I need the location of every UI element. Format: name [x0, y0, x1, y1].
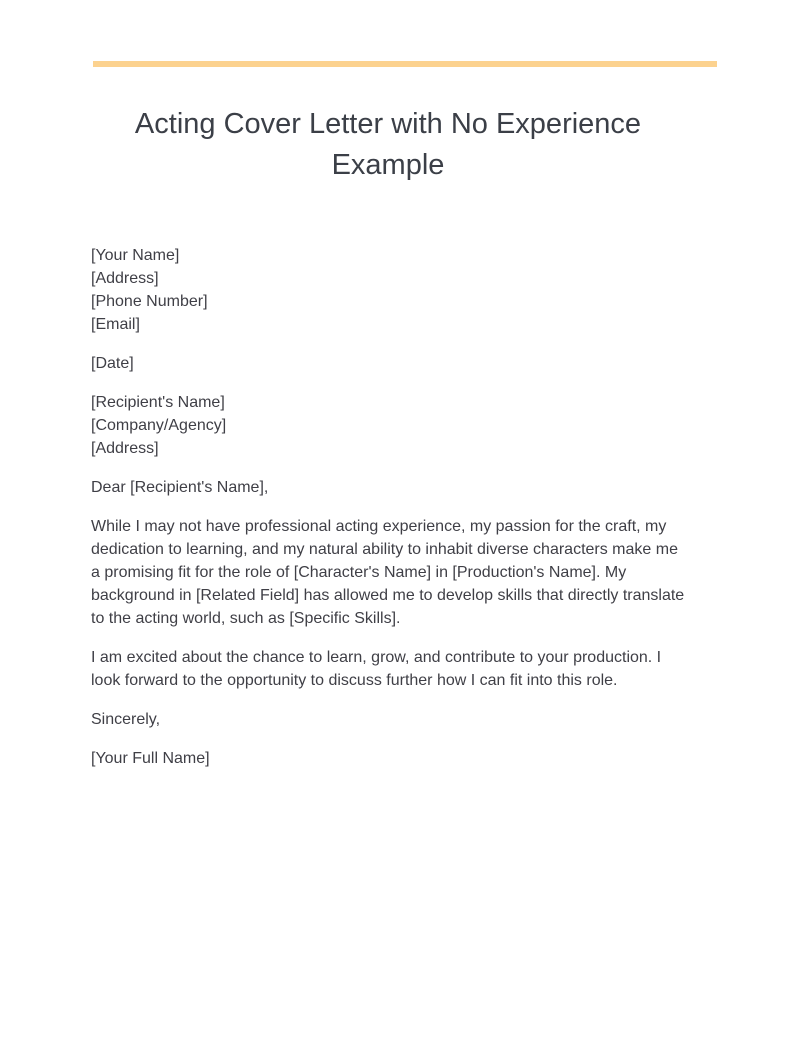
sender-name: [Your Name]: [91, 247, 180, 264]
sender-email: [Email]: [91, 316, 140, 333]
body-paragraph-2: I am excited about the chance to learn, grow, and contribute to your production. I look forward to the opportunity to discuss further how I can fit into this role.: [91, 649, 662, 689]
date-block: [91, 352, 691, 375]
body-paragraph-1: While I may not have professional acting experience, my passion for the craft, my dedication to learning, and my natural ability to inhabit diverse characters make me a promising fit for the role of [Character's Name] in [Production's Name]. My background in [Related Field] has allowed me to develop skills that directly translate to the acting world, such as [Specific Skills].: [91, 518, 685, 627]
recipient-address: [Address]: [91, 440, 159, 457]
sender-address: [Address]: [91, 270, 159, 287]
salutation: Dear [Recipient's Name],: [91, 479, 269, 496]
page-title: Acting Cover Letter with No Experience Example: [134, 108, 642, 181]
letter-body: [91, 244, 691, 786]
closing: Sincerely,: [91, 711, 161, 728]
letter-date: [Date]: [91, 355, 134, 372]
sender-block: [91, 244, 691, 336]
closing-block: [91, 708, 691, 731]
signature-block: [91, 747, 691, 770]
signature: [Your Full Name]: [91, 750, 210, 767]
recipient-block: [91, 391, 691, 460]
accent-bar: [93, 61, 717, 67]
salutation-block: [91, 476, 691, 499]
recipient-company: [Company/Agency]: [91, 417, 227, 434]
recipient-name: [Recipient's Name]: [91, 394, 225, 411]
sender-phone: [Phone Number]: [91, 293, 208, 310]
